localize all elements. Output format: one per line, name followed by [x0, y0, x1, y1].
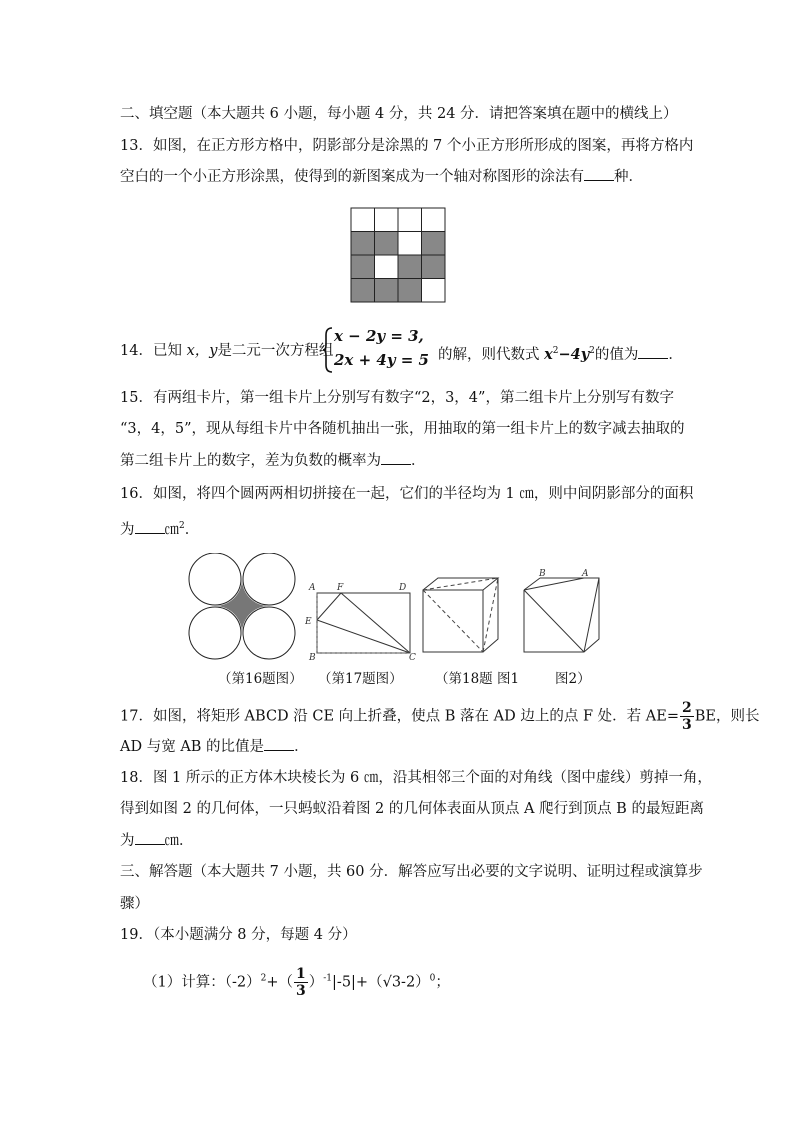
q19-e1: 2: [260, 973, 267, 984]
label-B: B: [539, 569, 546, 579]
q16-end: ．: [184, 521, 200, 538]
label-A: A: [309, 583, 316, 593]
q19-e2: -1: [323, 973, 333, 984]
expr-x: x: [544, 345, 553, 363]
q18-text: 为: [120, 833, 135, 849]
q18-end: ㎝．: [164, 833, 194, 849]
q15-line3: [120, 450, 426, 471]
q17-line1: [120, 700, 759, 733]
q19-part1: [143, 966, 450, 999]
q17-line2: [120, 736, 309, 757]
q13-grid-figure: [350, 207, 446, 303]
caption-fig16: （第16题图）: [218, 671, 303, 687]
label-A: A: [582, 569, 589, 579]
cube2-edges: [524, 578, 599, 652]
fraction-1-3: [294, 966, 308, 999]
numerator: 1: [296, 966, 306, 982]
label-B: B: [309, 653, 316, 662]
cube1-diagonals: [423, 578, 498, 652]
q19-p1: （1）计算：（-2）: [143, 974, 261, 991]
q17-text-2: AD 与宽 AB 的比值是: [120, 739, 265, 755]
q19-title: 19．（本小题满分 8 分，每题 4 分）: [120, 927, 357, 943]
fig17-rectangle: [305, 580, 420, 662]
denominator: 3: [296, 983, 306, 999]
q14-end: ．: [668, 346, 683, 363]
q18-line1: 18．图 1 所示的正方体木块棱长为 6 ㎝，沿其相邻三个面的对角线（图中虚线）剪掉一角，: [120, 770, 712, 786]
q19-e3: 0: [429, 973, 436, 984]
q16-text: 为: [120, 521, 135, 538]
q13-line1: 13．如图，在正方形方格中，阴影部分是涂黑的 7 个小正方形所形成的图案，再将方格内: [120, 138, 694, 154]
caption-fig17: （第17题图）: [318, 671, 403, 687]
section-3-heading-2: 骤）: [120, 896, 149, 912]
shaded-region: [215, 579, 269, 633]
q14-post2: 的值为: [594, 346, 639, 363]
label-C: C: [409, 653, 416, 662]
q16-unit-exp: 2: [179, 521, 185, 531]
expr-exp1: 2: [552, 346, 559, 356]
fig18-cube-1: [420, 575, 502, 655]
numerator: 2: [681, 700, 692, 716]
q17-end: ．: [294, 739, 309, 755]
q13-text: 空白的一个小正方形涂黑，使得到的新图案成为一个轴对称图形的涂法有: [120, 169, 584, 185]
q14-pre: 14．已知: [120, 343, 187, 359]
q14-mid: 是二元一次方程组: [217, 343, 334, 359]
q14-line-end: [438, 341, 683, 365]
q16-unit: ㎝: [164, 521, 179, 538]
answer-blank: [264, 736, 294, 751]
q17-text: 17．如图，将矩形 ABCD 沿 CE 向上折叠，使点 B 落在 AD 边上的点 F 处．若 AE=: [120, 708, 679, 725]
q19-p2: +（: [266, 974, 293, 991]
section-2-heading: 二、填空题（本大题共 6 小题，每小题 4 分，共 24 分．请把答案填在题中的横线上）: [120, 106, 678, 122]
fig16-four-circles: [188, 553, 296, 661]
q19-p3: ）: [308, 974, 324, 991]
label-D: D: [399, 583, 407, 593]
answer-blank: [638, 344, 668, 359]
expr-exp2: 2: [589, 346, 595, 356]
caption-fig18: （第18题 图1: [435, 671, 520, 687]
expr-y: −4y: [558, 345, 590, 363]
q14-line: [120, 341, 333, 361]
denominator: 3: [681, 717, 692, 733]
q13-line2: [120, 166, 643, 187]
q14-post: 的解，则代数式: [438, 346, 545, 363]
equation-2: 2x + 4y = 5: [334, 351, 429, 369]
cube1-edges: [423, 578, 498, 652]
q15-line2: “3，4，5”，现从每组卡片中各随机抽出一张，用抽取的第一组卡片上的数字减去抽取的: [120, 421, 685, 437]
equation-1: x − 2y = 3,: [334, 327, 424, 345]
fig17-dashed: [317, 593, 410, 653]
sqrt-3: √3: [382, 974, 402, 991]
answer-blank: [584, 166, 614, 181]
answer-blank: [135, 830, 165, 845]
q15-text: 第二组卡片上的数字，差为负数的概率为: [120, 453, 381, 469]
q18-line3: [120, 830, 194, 851]
q18-line2: 得到如图 2 的几何体，一只蚂蚁沿着图 2 的几何体表面从顶点 A 爬行到顶点 B 的最短距离: [120, 801, 704, 817]
answer-blank: [135, 519, 165, 534]
section-3-heading: 三、解答题（本大题共 7 小题，共 60 分．解答应写出必要的文字说明、证明过程或演算步: [120, 864, 703, 880]
q19-p4: |-5|+（: [332, 974, 383, 991]
fig18-cube-2: [514, 567, 606, 655]
caption-fig18b: 图2）: [555, 671, 591, 687]
q19-p5: -2）: [401, 974, 430, 991]
fig17-labels: [305, 583, 416, 662]
q19-p6: ；: [435, 974, 450, 991]
q16-line1: 16．如图，将四个圆两两相切拼接在一起，它们的半径均为 1 ㎝，则中间阴影部分的面积: [120, 486, 694, 502]
q14-vars: x，y: [186, 343, 218, 359]
label-E: E: [305, 617, 312, 627]
fraction-2-3: [680, 700, 694, 733]
left-brace: [322, 327, 334, 373]
q15-line1: 15．有两组卡片，第一组卡片上分别写有数字“2，3，4”，第二组卡片上分别写有数字: [120, 390, 674, 406]
q16-line2: [120, 516, 199, 540]
label-F: F: [337, 583, 344, 593]
answer-blank: [381, 450, 411, 465]
fig17-lines: [317, 593, 410, 653]
q17-text-b: BE，则长: [694, 708, 760, 725]
equation-system: [322, 327, 429, 373]
q13-text-end: 种．: [614, 169, 643, 185]
q15-end: ．: [411, 453, 426, 469]
